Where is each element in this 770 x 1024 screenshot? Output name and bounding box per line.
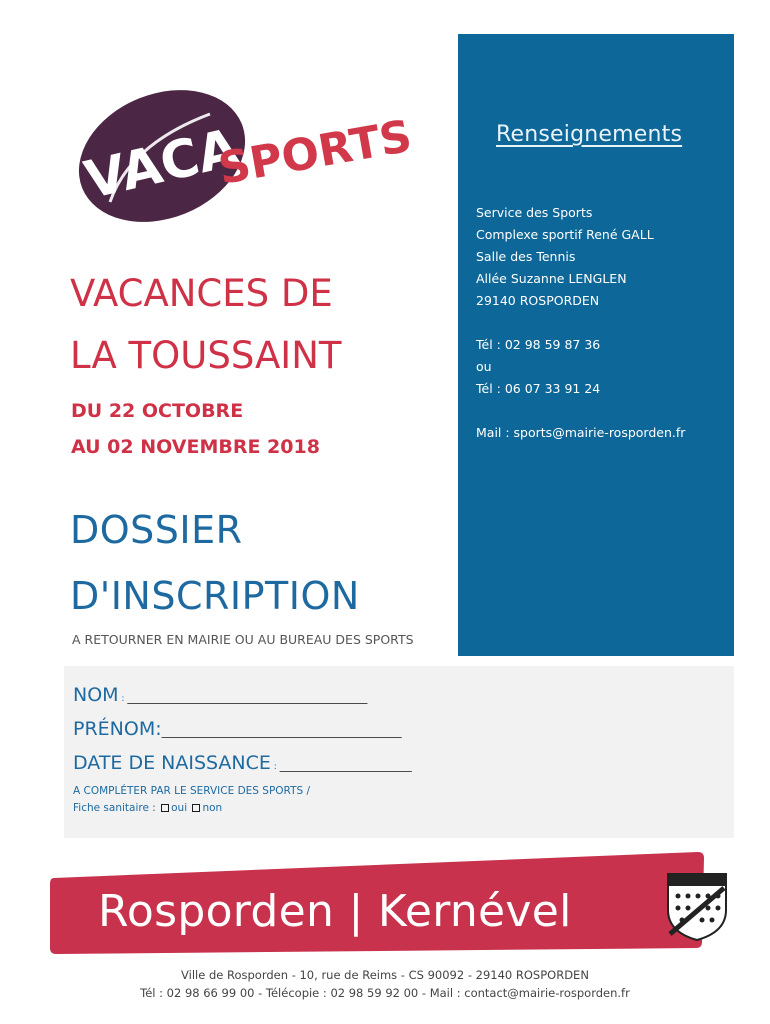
heading-line-2: LA TOUSSAINT [70, 334, 342, 377]
return-note: A RETOURNER EN MAIRIE OU AU BUREAU DES SPORTS [72, 632, 414, 647]
prenom-label: PRÉNOM: [73, 718, 162, 740]
health-label: Fiche sanitaire : [73, 802, 160, 814]
mail-line: Mail : sports@mairie-rosporden.fr [476, 425, 686, 440]
logo-word-vaca: VACA [79, 117, 245, 212]
crest-icon [666, 872, 728, 942]
no-checkbox[interactable] [192, 804, 200, 812]
no-label: non [202, 802, 223, 814]
dossier-line-2: D'INSCRIPTION [70, 574, 360, 618]
phone-or: ou [476, 359, 492, 374]
address-line: Allée Suzanne LENGLEN [476, 271, 627, 286]
admin-note: A COMPLÉTER PAR LE SERVICE DES SPORTS / [73, 785, 311, 797]
heading-line-1: VACANCES DE [70, 272, 333, 315]
info-title: Renseignements [496, 122, 683, 147]
nom-label: NOM [73, 684, 119, 706]
dob-row[interactable] [73, 752, 412, 774]
prenom-line[interactable]: ________________________________________ [161, 724, 402, 738]
footer-contact: Tél : 02 98 66 99 00 - Télécopie : 02 98 59 92 00 - Mail : contact@mairie-rosporden.fr [140, 986, 630, 1000]
nom-row[interactable] [73, 684, 367, 706]
address-line: 29140 ROSPORDEN [476, 293, 600, 308]
health-sheet-row [73, 802, 222, 814]
dob-line[interactable]: ______________________ [279, 758, 412, 772]
yes-checkbox[interactable] [161, 804, 169, 812]
address-line: Salle des Tennis [476, 249, 576, 264]
date-line-1: DU 22 OCTOBRE [71, 400, 244, 422]
yes-label: oui [171, 802, 188, 814]
vacasports-logo [70, 74, 450, 224]
address-line: Service des Sports [476, 205, 593, 220]
info-panel [458, 34, 734, 656]
dob-colon: : [270, 762, 280, 772]
dossier-line-1: DOSSIER [70, 508, 243, 552]
address-line: Complexe sportif René GALL [476, 227, 654, 242]
date-line-2: AU 02 NOVEMBRE 2018 [71, 436, 320, 458]
identity-form [64, 666, 734, 838]
banner-text: Rosporden | Kernével [98, 886, 572, 937]
logo-word-sports: SPORTS [214, 110, 416, 195]
dob-label: DATE DE NAISSANCE [73, 752, 271, 774]
phone-1: Tél : 02 98 59 87 36 [476, 337, 601, 352]
info-lines [476, 202, 726, 444]
phone-2: Tél : 06 07 33 91 24 [476, 381, 601, 396]
footer-address: Ville de Rosporden - 10, rue de Reims - CS 90092 - 29140 ROSPORDEN [181, 968, 589, 982]
prenom-row[interactable] [73, 718, 402, 740]
nom-colon: : [118, 694, 128, 704]
nom-line[interactable]: ________________________________________ [127, 690, 368, 704]
